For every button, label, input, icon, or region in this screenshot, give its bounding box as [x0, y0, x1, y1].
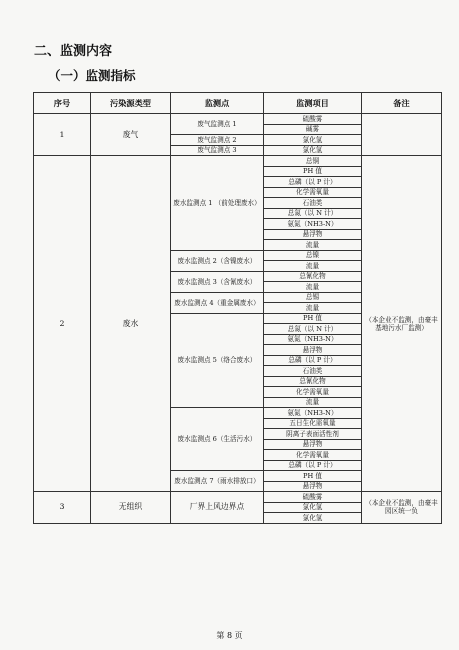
monitoring-item: 流量 [264, 282, 362, 293]
monitoring-item: PH 值 [264, 471, 362, 482]
row-no: 1 [34, 114, 91, 156]
monitoring-point: 废水监测点 3（含氰废水） [171, 271, 264, 292]
monitoring-item: 总氰化物 [264, 271, 362, 282]
table-row [34, 156, 442, 167]
monitoring-item: 流量 [264, 303, 362, 314]
monitoring-item: 石油类 [264, 198, 362, 209]
monitoring-point: 废气监测点 1 [171, 114, 264, 135]
monitoring-item: 氨氮（NH3-N） [264, 408, 362, 419]
source-type: 废气 [91, 114, 171, 156]
monitoring-item: 化学需氧量 [264, 450, 362, 461]
source-type: 无组织 [91, 492, 171, 524]
monitoring-point: 废水监测点 6（生活污水） [171, 408, 264, 471]
source-type: 废水 [91, 156, 171, 492]
monitoring-table [33, 92, 442, 524]
table-header-row [34, 93, 442, 114]
monitoring-item: 硫酸雾 [264, 114, 362, 125]
monitoring-point: 废水监测点 7（雨水排放口） [171, 471, 264, 492]
monitoring-item: 总磷（以 P 计） [264, 460, 362, 471]
page-number: 第 8 页 [216, 631, 243, 640]
monitoring-item: PH 值 [264, 166, 362, 177]
monitoring-item: 石油类 [264, 366, 362, 377]
monitoring-item: 阴离子表面活性剂 [264, 429, 362, 440]
row-no: 3 [34, 492, 91, 524]
table-row [34, 114, 442, 125]
monitoring-item: 总磷（以 P 计） [264, 355, 362, 366]
monitoring-item: 氯化氢 [264, 135, 362, 146]
monitoring-item: 硫酸雾 [264, 492, 362, 503]
section-title: 二、监测内容 [34, 44, 113, 59]
header-no: 序号 [34, 93, 91, 114]
row-no: 2 [34, 156, 91, 492]
monitoring-item: 流量 [264, 261, 362, 272]
monitoring-item: 氨氮（NH3-N） [264, 334, 362, 345]
monitoring-item: 化学需氧量 [264, 387, 362, 398]
monitoring-item: 流量 [264, 240, 362, 251]
remark-cell [362, 114, 442, 156]
monitoring-item: 碱雾 [264, 124, 362, 135]
monitoring-item: 悬浮物 [264, 439, 362, 450]
monitoring-point: 废水监测点 4（重金属废水） [171, 292, 264, 313]
monitoring-point: 废水监测点 1 （前处理废水） [171, 156, 264, 251]
monitoring-item: 五日生化需氧量 [264, 418, 362, 429]
monitoring-item: 总铜 [264, 156, 362, 167]
monitoring-item: 氯化氢 [264, 502, 362, 513]
monitoring-point: 废水监测点 2（含镍废水） [171, 250, 264, 271]
monitoring-point: 废水监测点 5（络合废水） [171, 313, 264, 408]
monitoring-item: 氯化氢 [264, 513, 362, 524]
monitoring-item: 总磷（以 P 计） [264, 177, 362, 188]
subsection-title: （一）监测指标 [48, 68, 136, 83]
remark-cell: （本企业不监测，由豪丰园区统一负 [362, 492, 442, 524]
header-source-type: 污染源类型 [91, 93, 171, 114]
table-row [34, 492, 442, 503]
monitoring-point: 厂界上风边界点 [171, 492, 264, 524]
remark-cell: （本企业不监测，由豪丰基地污水厂监测） [362, 156, 442, 492]
monitoring-item: 流量 [264, 397, 362, 408]
monitoring-item: 悬浮物 [264, 229, 362, 240]
header-remark: 备注 [362, 93, 442, 114]
monitoring-item: 化学需氧量 [264, 187, 362, 198]
monitoring-point: 废气监测点 2 [171, 135, 264, 146]
monitoring-item: PH 值 [264, 313, 362, 324]
monitoring-item: 总氮（以 N 计） [264, 208, 362, 219]
monitoring-item: 氯化氢 [264, 145, 362, 156]
header-item: 监测项目 [264, 93, 362, 114]
monitoring-item: 总氮（以 N 计） [264, 324, 362, 335]
monitoring-item: 总氰化物 [264, 376, 362, 387]
header-point: 监测点 [171, 93, 264, 114]
monitoring-item: 悬浮物 [264, 345, 362, 356]
monitoring-item: 氨氮（NH3-N） [264, 219, 362, 230]
monitoring-item: 总锡 [264, 292, 362, 303]
monitoring-item: 总镍 [264, 250, 362, 261]
monitoring-point: 废气监测点 3 [171, 145, 264, 156]
monitoring-item: 悬浮物 [264, 481, 362, 492]
